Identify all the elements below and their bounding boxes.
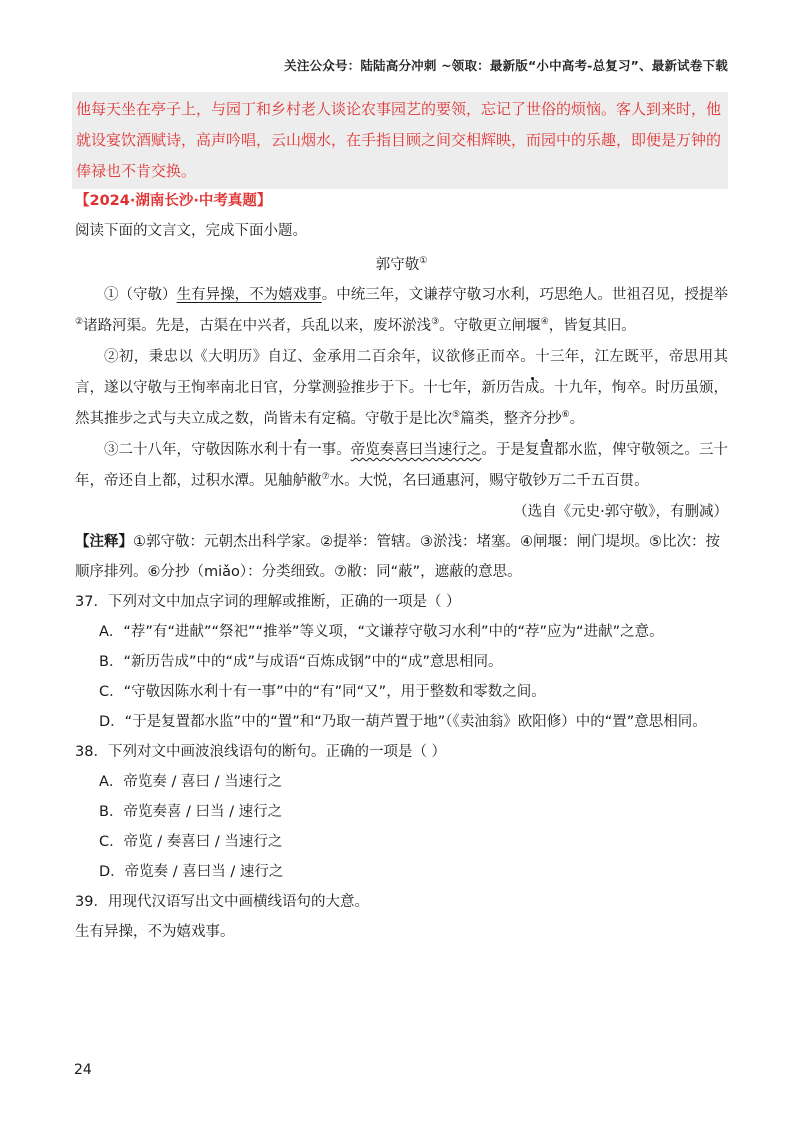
dotted-char-zhi: 置 — [539, 441, 554, 458]
annotations: 【注释】①郭守敬：元朝杰出科学家。②提举：管辖。③淤浅：堵塞。④闸堰：闸门堤坝。⑤比次：按顺序排列。⑥分抄（miǎo）：分类细致。⑦敝：同“蔽”，遮蔽的意思。 — [75, 533, 720, 580]
title-note-mark: ① — [419, 256, 428, 266]
question-37-option-d: D．“于是复置都水监”中的“置”和“乃取一葫芦置于地”（《卖油翁》欧阳修）中的“置”意思相同。 — [99, 713, 707, 730]
wavy-underlined-sentence: 帝览奏喜曰当速行之 — [350, 441, 482, 458]
question-38-option-d: D．帝览奏 / 喜曰当 / 速行之 — [99, 863, 284, 880]
dotted-char-cheng: 成 — [524, 379, 540, 396]
question-37-option-a: A．“荐”有“进献”“祭祀”“推举”等义项，“文谦荐守敬习水利”中的“荐”应为“进献”之意。 — [99, 623, 664, 640]
passage-source: （选自《元史·郭守敬》，有删减） — [513, 503, 728, 520]
question-38-option-c: C．帝览 / 奏喜曰 / 当速行之 — [99, 833, 283, 850]
main-content — [75, 186, 728, 947]
question-38-option-a: A．帝览奏 / 喜曰 / 当速行之 — [99, 773, 283, 790]
question-38-option-b: B．帝览奏喜 / 曰当 / 速行之 — [99, 803, 283, 820]
question-39-sentence: 生有异操，不为嬉戏事。 — [75, 923, 235, 940]
page-header: 关注公众号：陆陆高分冲刺 ~领取：最新版“小中高考-总复习”、最新试卷下载 — [284, 58, 728, 73]
translation-highlight-block: 他每天坐在亭子上，与园丁和乡村老人谈论农事园艺的要领，忘记了世俗的烦恼。客人到来时，他就设宴饮酒赋诗，高声吟唱，云山烟水，在手指目顾之间交相辉映，而园中的乐趣，即便是万钟的俸禄也不肯交换。 — [72, 92, 728, 189]
passage-paragraph-2: ②初，秉忠以《大明历》自辽、金承用二百余年，议欲修正而卒。十三年，江左既平，帝思用其言，遂以守敬与王恂率南北日官，分掌测验推步于下。十七年，新历告成。十九年，恂卒。时历虽颁，然其推步之式与夫立成之数，尚皆未有定稿。守敬于是比次⑤篇类，整齐分抄⑥。 — [75, 348, 729, 427]
passage-paragraph-1: ①（守敬）生有异操，不为嬉戏事。中统三年，文谦荐守敬习水利，巧思绝人。世祖召见，授提举②诸路河渠。先是，古渠在中兴者，兵乱以来，废坏淤浅③。守敬更立闸堰④，皆复其旧。 — [75, 286, 729, 334]
passage-paragraph-3: ③二十八年，守敬因陈水利十有一事。帝览奏喜曰当速行之。于是复置都水监，俾守敬领之。三十年，帝还自上都，过积水潭。见舳舻敝⑦水。大悦，名曰通惠河，赐守敬钞万二千五百贯。 — [75, 441, 729, 489]
question-37-stem: 37．下列对文中加点字词的理解或推断，正确的一项是（ ） — [75, 593, 461, 610]
source-tag: 【2024·湖南长沙·中考真题】 — [75, 193, 272, 209]
passage-title: 郭守敬① — [375, 256, 428, 273]
instruction: 阅读下面的文言文，完成下面小题。 — [75, 223, 307, 239]
question-38-stem: 38．下列对文中画波浪线语句的断句。正确的一项是（ ） — [75, 743, 447, 760]
dotted-char-you: 有 — [292, 441, 308, 458]
straight-underlined-sentence: 生有异操，不为嬉戏事 — [176, 286, 322, 303]
page-number: 24 — [74, 1062, 92, 1078]
question-39-stem: 39．用现代汉语写出文中画横线语句的大意。 — [75, 893, 369, 910]
question-37-option-b: B．“新历告成”中的“成”与成语“百炼成钢”中的“成”意思相同。 — [99, 653, 503, 670]
question-37-option-c: C．“守敬因陈水利十有一事”中的“有”同“又”，用于整数和零数之间。 — [99, 683, 546, 700]
